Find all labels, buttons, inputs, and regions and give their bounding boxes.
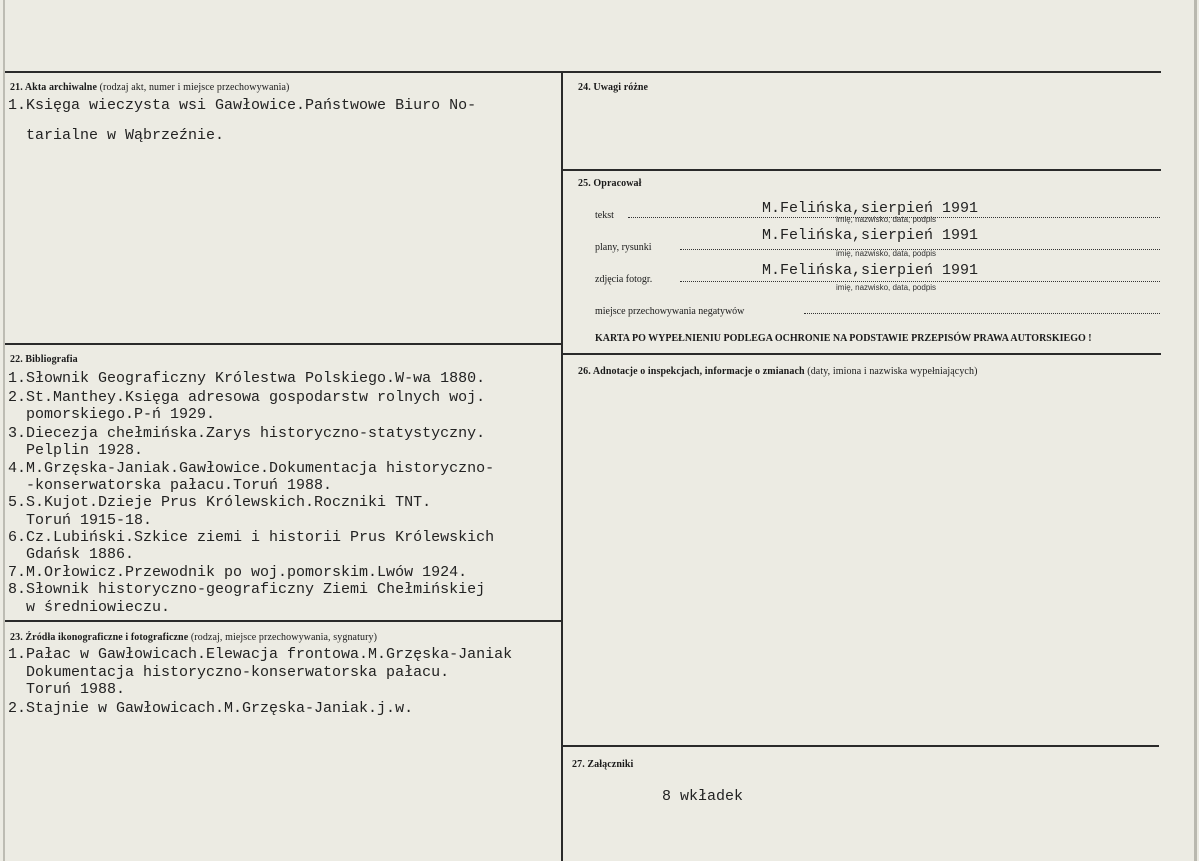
rule-25-26: [562, 353, 1161, 355]
bibliography-line: Pelplin 1928.: [8, 442, 144, 459]
section-21-line: 1.Księga wieczysta wsi Gawłowice.Państwowe Biuro No-: [8, 97, 477, 114]
section-21-line: tarialne w Wąbrzeźnie.: [8, 127, 225, 144]
field-text-label: tekst: [595, 210, 614, 221]
section-25-label: 25. Opracował: [578, 178, 642, 189]
card-left-edge: [3, 0, 5, 861]
section-23-heading: [10, 632, 377, 643]
field-text-hint: imię, nazwisko, data, podpis: [836, 215, 937, 224]
source-line: Dokumentacja historyczno-konserwatorska pałacu.: [8, 664, 450, 681]
bibliography-line: 2.St.Manthey.Księga adresowa gospodarstw rolnych woj.: [8, 389, 486, 406]
bibliography-line: 3.Diecezja chełmińska.Zarys historyczno-statystyczny.: [8, 425, 486, 442]
rule-24-25: [562, 169, 1161, 171]
field-negatives-label: miejsce przechowywania negatywów: [595, 306, 745, 317]
bibliography-line: pomorskiego.P-ń 1929.: [8, 406, 216, 423]
section-21-heading: [10, 82, 289, 93]
section-24-label: 24. Uwagi różne: [578, 82, 649, 93]
section-26-heading: [578, 366, 978, 377]
source-line: Toruń 1988.: [8, 681, 126, 698]
column-divider: [561, 71, 563, 861]
field-photos-label: zdjęcia fotogr.: [595, 274, 653, 285]
card-right-edge: [1194, 0, 1197, 861]
section-22-label: 22. Bibliografia: [10, 354, 78, 365]
section-23-label: 23. Źródła ikonograficzne i fotograficzne: [10, 632, 189, 643]
section-21-label: 21. Akta archiwalne: [10, 82, 97, 93]
field-photos-line: [680, 281, 1160, 282]
bibliography-line: -konserwatorska pałacu.Toruń 1988.: [8, 477, 333, 494]
bibliography-line: 4.M.Grzęska-Janiak.Gawłowice.Dokumentacja historyczno-: [8, 460, 495, 477]
source-line: 1.Pałac w Gawłowicach.Elewacja frontowa.M.Grzęska-Janiak: [8, 646, 513, 663]
bibliography-line: 6.Cz.Lubiński.Szkice ziemi i historii Prus Królewskich: [8, 529, 495, 546]
section-26-sublabel: (daty, imiona i nazwiska wypełniających): [807, 366, 978, 377]
bibliography-line: Toruń 1915-18.: [8, 512, 153, 529]
section-21-sublabel: (rodzaj akt, numer i miejsce przechowywania): [99, 82, 290, 93]
bibliography-line: 8.Słownik historyczno-geograficzny Ziemi Chełmińskiej: [8, 581, 486, 598]
field-negatives-line: [804, 313, 1160, 314]
field-plans-value: M.Felińska,sierpień 1991: [762, 227, 979, 244]
field-photos-hint: imię, nazwisko, data, podpis: [836, 283, 937, 292]
rule-21-22: [5, 343, 562, 345]
top-rule: [5, 71, 1161, 73]
field-photos-value: M.Felińska,sierpień 1991: [762, 262, 979, 279]
section-26-label: 26. Adnotacje o inspekcjach, informacje o zmianach: [578, 366, 805, 377]
field-plans-label: plany, rysunki: [595, 242, 652, 253]
source-line: 2.Stajnie w Gawłowicach.M.Grzęska-Janiak.j.w.: [8, 700, 414, 717]
field-text-value: M.Felińska,sierpień 1991: [762, 200, 979, 217]
field-plans-hint: imię, nazwisko, data, podpis: [836, 249, 937, 258]
attachments-value: 8 wkładek: [662, 788, 744, 805]
bibliography-line: w średniowieczu.: [8, 599, 171, 616]
section-23-sublabel: (rodzaj, miejsce przechowywania, sygnatury): [190, 632, 378, 643]
rule-22-23: [5, 620, 562, 622]
bibliography-line: Gdańsk 1886.: [8, 546, 135, 563]
rule-26-27: [562, 745, 1159, 747]
bibliography-line: 1.Słownik Geograficzny Królestwa Polskiego.W-wa 1880.: [8, 370, 486, 387]
bibliography-line: 7.M.Orłowicz.Przewodnik po woj.pomorskim.Lwów 1924.: [8, 564, 468, 581]
bibliography-line: 5.S.Kujot.Dzieje Prus Królewskich.Roczniki TNT.: [8, 494, 432, 511]
copyright-notice: KARTA PO WYPEŁNIENIU PODLEGA OCHRONIE NA PODSTAWIE PRZEPISÓW PRAWA AUTORSKIEGO !: [595, 333, 1092, 344]
section-27-label: 27. Załączniki: [572, 759, 634, 770]
